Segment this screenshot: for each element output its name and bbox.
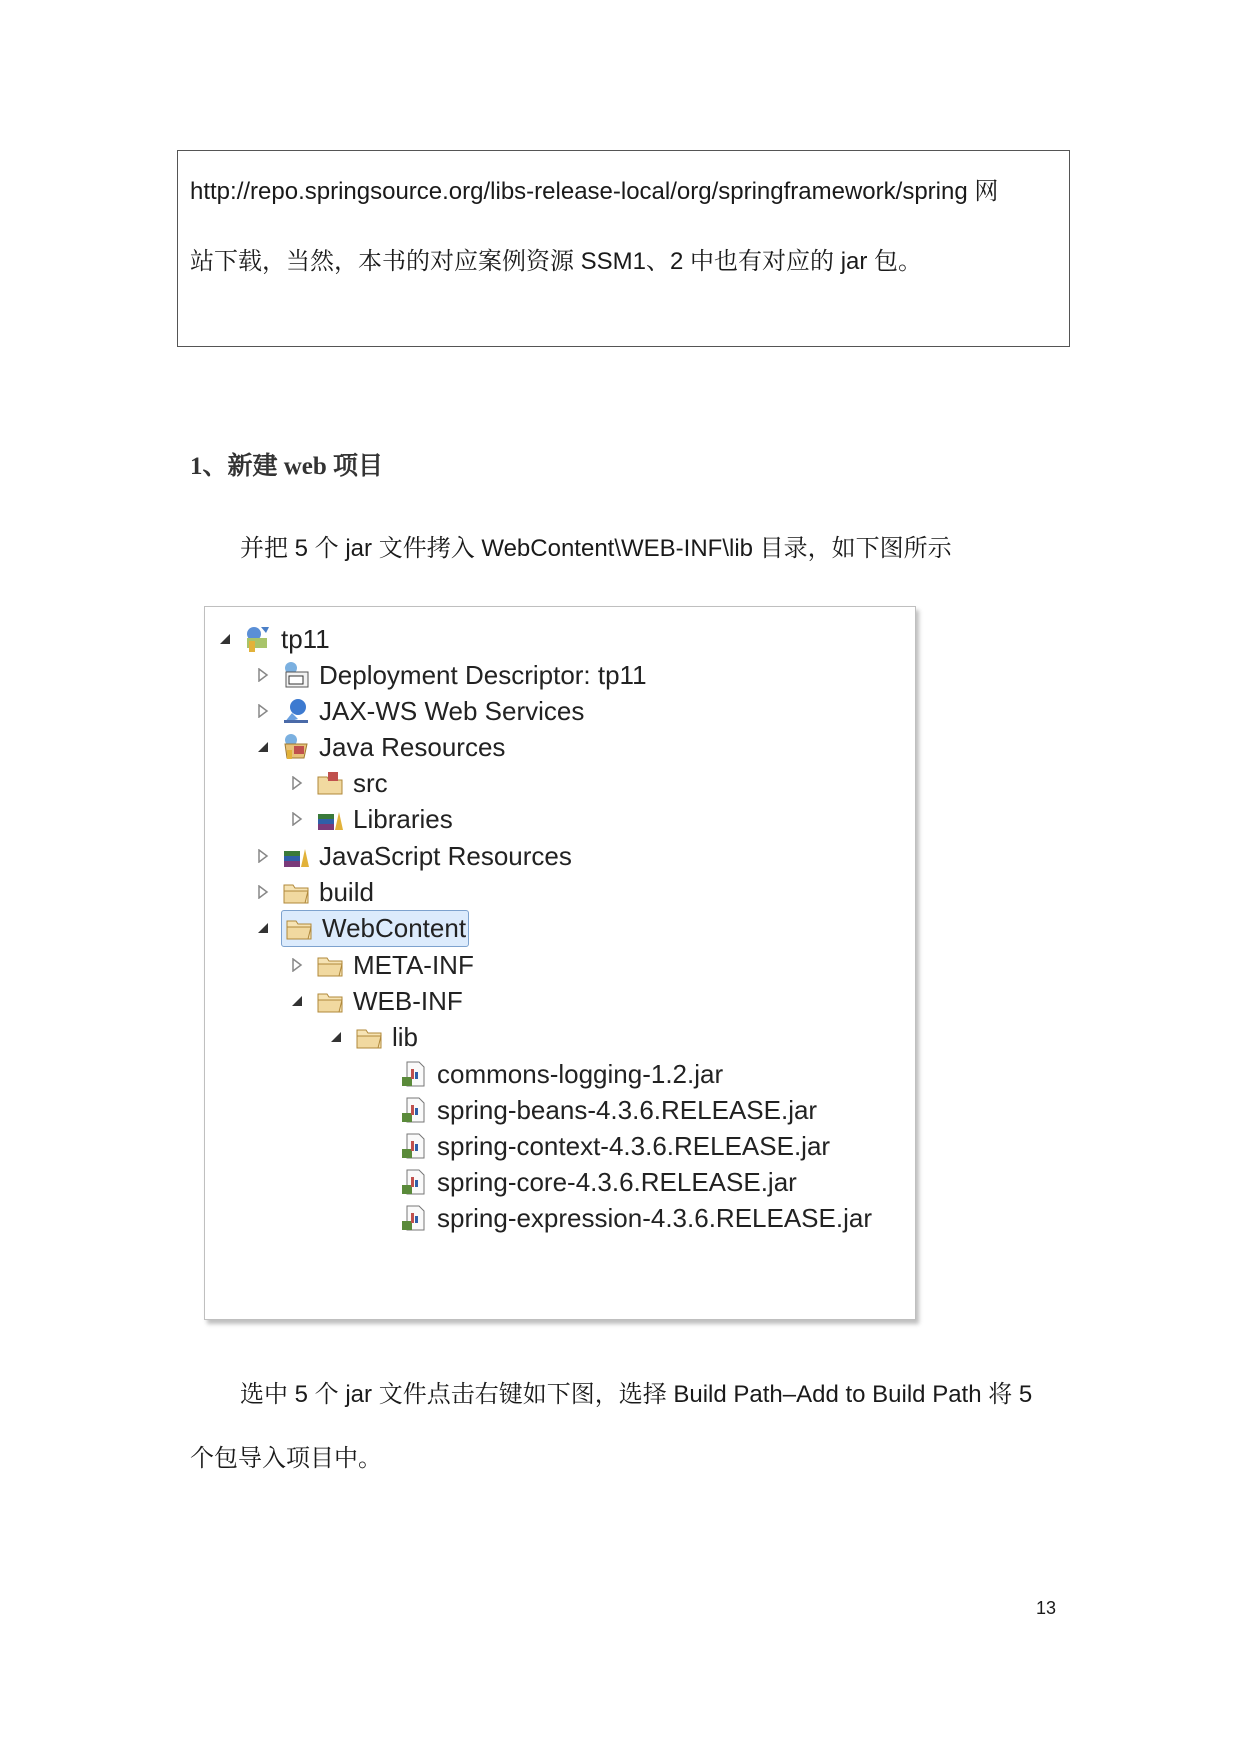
tree-item-src[interactable] — [289, 765, 388, 801]
project-icon — [243, 624, 273, 654]
folder-icon — [315, 986, 345, 1016]
tree-item-jax-ws[interactable] — [255, 693, 584, 729]
java-resources-icon — [281, 732, 311, 762]
tree-item-libraries[interactable] — [289, 801, 453, 837]
libraries-icon — [281, 841, 311, 871]
tree-item-java-resources[interactable] — [255, 729, 505, 765]
folder-icon — [284, 913, 314, 943]
tree-item-jar[interactable] — [399, 1164, 797, 1200]
tree-item-label: Libraries — [353, 803, 453, 834]
tree-item-jar[interactable] — [399, 1128, 830, 1164]
tree-item-lib[interactable] — [328, 1019, 418, 1055]
tree-item-label: spring-beans-4.3.6.RELEASE.jar — [437, 1094, 818, 1125]
expanded-arrow-icon[interactable] — [255, 918, 271, 938]
tree-item-build[interactable] — [255, 874, 374, 910]
tree-item-label: Java Resources — [319, 731, 506, 762]
note-line-2: 站下载，当然，本书的对应案例资源 SSM1、2 中也有对应的 jar 包。 — [190, 248, 923, 275]
tree-item-webcontent[interactable] — [255, 910, 469, 946]
expanded-arrow-icon[interactable] — [289, 991, 305, 1011]
libraries-icon — [315, 804, 345, 834]
paragraph-build-path-cont: 个包导入项目中。 — [190, 1445, 382, 1472]
jar-file-icon — [399, 1167, 429, 1197]
collapsed-arrow-icon[interactable] — [255, 665, 271, 685]
page-number: 13 — [1036, 1598, 1057, 1618]
collapsed-arrow-icon[interactable] — [255, 882, 271, 902]
section-heading: 1、新建 web 项目 — [190, 453, 384, 480]
tree-item-web-inf[interactable] — [289, 983, 463, 1019]
tree-item-tp11[interactable] — [217, 621, 330, 657]
tree-item-label: commons-logging-1.2.jar — [437, 1058, 724, 1089]
note-line-1: http://repo.springsource.org/libs-release-local/org/springframework/spring 网 — [190, 178, 999, 205]
tree-item-label: tp11 — [281, 623, 330, 654]
tree-item-deployment-descriptor[interactable] — [255, 657, 647, 693]
jar-file-icon — [399, 1131, 429, 1161]
tree-item-label: JavaScript Resources — [319, 840, 572, 871]
collapsed-arrow-icon[interactable] — [289, 809, 305, 829]
paragraph-build-path: 选中 5 个 jar 文件点击右键如下图，选择 Build Path–Add to Build Path 将 5 — [240, 1381, 1033, 1408]
tree-item-label: META-INF — [353, 949, 474, 980]
deployment-descriptor-icon — [281, 660, 311, 690]
tree-item-label: lib — [392, 1021, 419, 1052]
tree-item-meta-inf[interactable] — [289, 947, 474, 983]
collapsed-arrow-icon[interactable] — [255, 846, 271, 866]
note-box — [177, 150, 1070, 347]
tree-item-label: spring-context-4.3.6.RELEASE.jar — [437, 1130, 831, 1161]
collapsed-arrow-icon[interactable] — [289, 955, 305, 975]
tree-item-jar[interactable] — [399, 1092, 817, 1128]
tree-item-label: WEB-INF — [353, 985, 463, 1016]
tree-item-label: JAX-WS Web Services — [319, 695, 585, 726]
tree-item-label: Deployment Descriptor: tp11 — [319, 659, 647, 690]
tree-item-jar[interactable] — [399, 1200, 872, 1236]
tree-item-label: spring-core-4.3.6.RELEASE.jar — [437, 1166, 797, 1197]
tree-item-jar[interactable] — [399, 1056, 723, 1092]
expanded-arrow-icon[interactable] — [217, 629, 233, 649]
paragraph-copy-jars: 并把 5 个 jar 文件拷入 WebContent\WEB-INF\lib 目录，如下图所示 — [240, 535, 952, 562]
tree-item-label: build — [319, 876, 374, 907]
tree-item-label: src — [353, 767, 388, 798]
jar-file-icon — [399, 1095, 429, 1125]
collapsed-arrow-icon[interactable] — [289, 773, 305, 793]
package-folder-icon — [315, 768, 345, 798]
tree-item-label: spring-expression-4.3.6.RELEASE.jar — [437, 1202, 872, 1233]
folder-icon — [281, 877, 311, 907]
tree-item-javascript-resources[interactable] — [255, 838, 572, 874]
folder-icon — [354, 1022, 384, 1052]
jar-file-icon — [399, 1203, 429, 1233]
expanded-arrow-icon[interactable] — [328, 1027, 344, 1047]
web-services-icon — [281, 696, 311, 726]
project-explorer-tree — [204, 606, 916, 1320]
selected-item-highlight[interactable] — [281, 910, 469, 947]
expanded-arrow-icon[interactable] — [255, 737, 271, 757]
folder-icon — [315, 950, 345, 980]
collapsed-arrow-icon[interactable] — [255, 701, 271, 721]
jar-file-icon — [399, 1059, 429, 1089]
tree-item-label: WebContent — [322, 912, 467, 943]
